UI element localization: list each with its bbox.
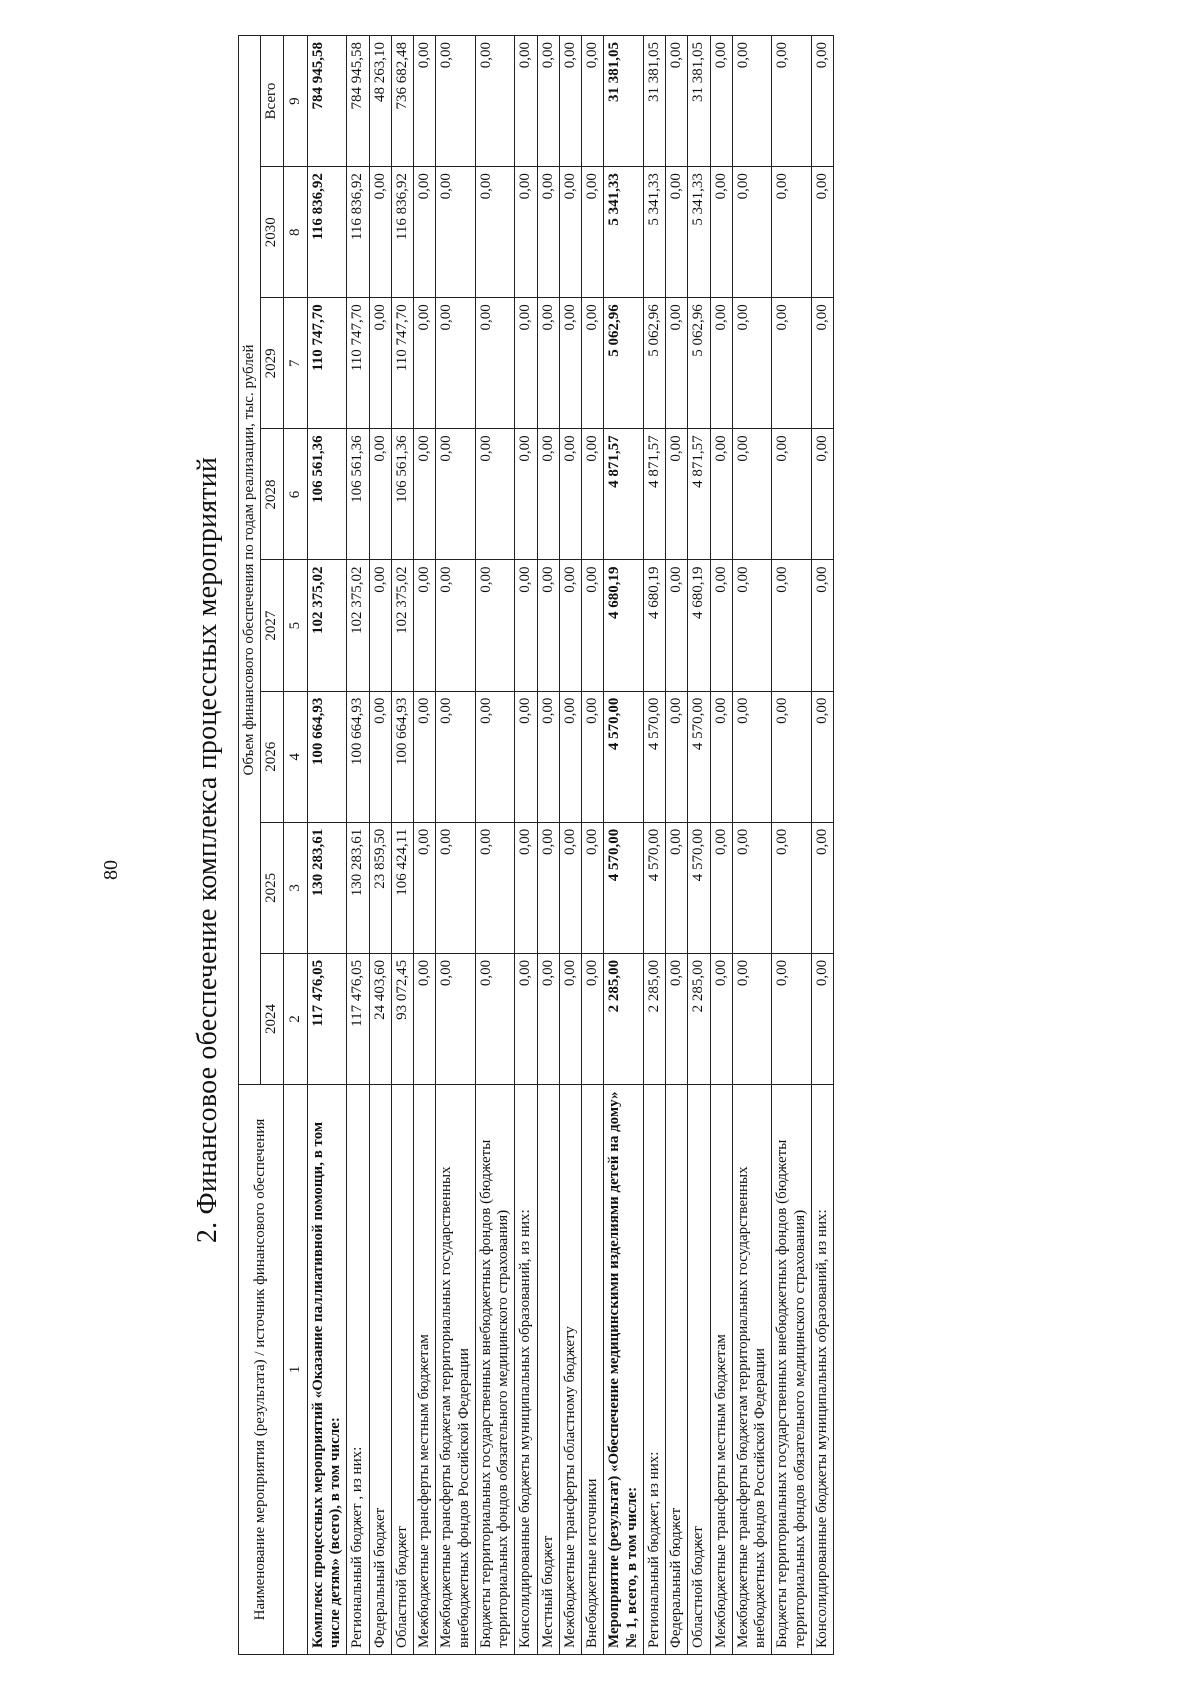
row-value: 0,00	[537, 691, 559, 822]
header-year: 2026	[261, 691, 283, 822]
row-value: 0,00	[559, 36, 581, 167]
table-row	[710, 36, 732, 1655]
row-value: 106 424,11	[391, 822, 413, 953]
row-value: 0,00	[369, 560, 391, 691]
row-value: 4 570,00	[688, 691, 710, 822]
row-value: 0,00	[559, 298, 581, 429]
table-row	[732, 36, 772, 1655]
row-value: 24 403,60	[369, 953, 391, 1084]
table-row	[811, 36, 833, 1655]
row-value: 0,00	[515, 429, 537, 560]
row-value: 784 945,58	[307, 36, 347, 167]
row-value: 0,00	[582, 429, 604, 560]
row-value: 4 570,00	[604, 691, 644, 822]
row-name: Межбюджетные трансферты областному бюджету	[559, 1085, 581, 1655]
row-value: 0,00	[515, 822, 537, 953]
row-value: 0,00	[515, 298, 537, 429]
row-value: 0,00	[582, 953, 604, 1084]
row-value: 0,00	[414, 953, 436, 1084]
table-body	[307, 36, 833, 1655]
row-value: 0,00	[559, 691, 581, 822]
row-value: 106 561,36	[307, 429, 347, 560]
row-value: 0,00	[772, 298, 812, 429]
row-name: Комплекс процессных мероприятий «Оказание паллиативной помощи, в том числе детям» (всего), в том числе:	[307, 1085, 347, 1655]
table-row	[369, 36, 391, 1655]
row-value: 4 570,00	[688, 822, 710, 953]
row-value: 0,00	[436, 953, 476, 1084]
header-year: Всего	[261, 36, 283, 167]
row-value: 0,00	[537, 36, 559, 167]
row-value: 0,00	[436, 429, 476, 560]
row-value: 0,00	[732, 298, 772, 429]
table-row	[559, 36, 581, 1655]
row-value: 4 871,57	[688, 429, 710, 560]
row-value: 4 570,00	[643, 691, 665, 822]
row-value: 0,00	[537, 953, 559, 1084]
row-value: 0,00	[772, 822, 812, 953]
table-row	[582, 36, 604, 1655]
row-value: 2 285,00	[604, 953, 644, 1084]
row-value: 0,00	[811, 822, 833, 953]
row-value: 0,00	[772, 953, 812, 1084]
row-value: 116 836,92	[307, 167, 347, 298]
row-name: Консолидированные бюджеты муниципальных образований, из них:	[811, 1085, 833, 1655]
row-value: 0,00	[414, 560, 436, 691]
row-value: 4 570,00	[604, 822, 644, 953]
header-year: 2030	[261, 167, 283, 298]
column-index: 9	[283, 36, 307, 167]
row-value: 0,00	[369, 167, 391, 298]
row-value: 0,00	[369, 298, 391, 429]
row-value: 23 859,50	[369, 822, 391, 953]
row-value: 100 664,93	[307, 691, 347, 822]
row-value: 0,00	[537, 167, 559, 298]
row-name: Межбюджетные трансферты местным бюджетам	[710, 1085, 732, 1655]
row-value: 0,00	[666, 822, 688, 953]
column-index: 1	[283, 1085, 307, 1655]
row-value: 784 945,58	[347, 36, 369, 167]
row-value: 100 664,93	[347, 691, 369, 822]
row-value: 0,00	[710, 298, 732, 429]
row-value: 0,00	[710, 167, 732, 298]
row-value: 0,00	[515, 560, 537, 691]
row-value: 0,00	[811, 953, 833, 1084]
header-name-column: Наименование мероприятия (результата) / источник финансового обеспечения	[239, 1085, 284, 1655]
row-value: 102 375,02	[347, 560, 369, 691]
row-value: 130 283,61	[347, 822, 369, 953]
table-row	[391, 36, 413, 1655]
row-value: 0,00	[515, 167, 537, 298]
table-row	[414, 36, 436, 1655]
row-value: 0,00	[582, 822, 604, 953]
row-value: 4 680,19	[688, 560, 710, 691]
row-value: 0,00	[732, 953, 772, 1084]
row-value: 48 263,10	[369, 36, 391, 167]
row-value: 0,00	[710, 953, 732, 1084]
row-value: 5 341,33	[688, 167, 710, 298]
row-value: 0,00	[436, 560, 476, 691]
row-value: 0,00	[475, 822, 515, 953]
row-name: Региональный бюджет , из них:	[347, 1085, 369, 1655]
row-value: 0,00	[436, 36, 476, 167]
row-value: 0,00	[732, 36, 772, 167]
row-value: 0,00	[414, 36, 436, 167]
row-value: 0,00	[475, 429, 515, 560]
row-value: 0,00	[582, 560, 604, 691]
row-value: 0,00	[666, 560, 688, 691]
row-value: 0,00	[710, 560, 732, 691]
row-value: 5 062,96	[688, 298, 710, 429]
row-value: 0,00	[515, 691, 537, 822]
row-value: 5 341,33	[643, 167, 665, 298]
row-value: 0,00	[582, 36, 604, 167]
column-index: 7	[283, 298, 307, 429]
table-row	[436, 36, 476, 1655]
row-value: 0,00	[537, 298, 559, 429]
row-value: 102 375,02	[391, 560, 413, 691]
row-value: 31 381,05	[604, 36, 644, 167]
row-value: 0,00	[414, 167, 436, 298]
row-value: 0,00	[559, 167, 581, 298]
header-year: 2029	[261, 298, 283, 429]
financing-table	[238, 35, 834, 1655]
header-year: 2025	[261, 822, 283, 953]
row-value: 0,00	[732, 822, 772, 953]
row-name: Внебюджетные источники	[582, 1085, 604, 1655]
table-row	[537, 36, 559, 1655]
row-value: 0,00	[710, 822, 732, 953]
row-name: Межбюджетные трансферты бюджетам территориальных государственных внебюджетных фондов Российской Федерации	[732, 1085, 772, 1655]
row-value: 736 682,48	[391, 36, 413, 167]
row-value: 4 871,57	[643, 429, 665, 560]
header-year: 2028	[261, 429, 283, 560]
row-value: 0,00	[436, 298, 476, 429]
row-value: 0,00	[710, 691, 732, 822]
row-value: 0,00	[732, 691, 772, 822]
row-value: 0,00	[559, 822, 581, 953]
row-name: Федеральный бюджет	[369, 1085, 391, 1655]
row-value: 0,00	[811, 691, 833, 822]
table-row	[688, 36, 710, 1655]
row-value: 0,00	[475, 691, 515, 822]
table-row	[666, 36, 688, 1655]
row-value: 117 476,05	[307, 953, 347, 1084]
row-name: Региональный бюджет, из них:	[643, 1085, 665, 1655]
row-value: 93 072,45	[391, 953, 413, 1084]
row-value: 0,00	[666, 167, 688, 298]
row-value: 116 836,92	[391, 167, 413, 298]
row-value: 0,00	[475, 953, 515, 1084]
row-value: 0,00	[732, 167, 772, 298]
table-row	[307, 36, 347, 1655]
row-value: 0,00	[515, 953, 537, 1084]
header-funding-group: Объем финансового обеспечения по годам реализации, тыс. рублей	[239, 36, 261, 1085]
row-name: Мероприятие (результат) «Обеспечение медицинскими изделиями детей на дому» № 1, всего, в том числе:	[604, 1085, 644, 1655]
row-value: 4 570,00	[643, 822, 665, 953]
row-value: 0,00	[559, 429, 581, 560]
row-value: 116 836,92	[347, 167, 369, 298]
row-value: 0,00	[475, 36, 515, 167]
row-value: 0,00	[582, 691, 604, 822]
row-value: 0,00	[475, 560, 515, 691]
column-index: 6	[283, 429, 307, 560]
row-name: Межбюджетные трансферты местным бюджетам	[414, 1085, 436, 1655]
row-value: 0,00	[559, 953, 581, 1084]
column-index: 4	[283, 691, 307, 822]
row-value: 100 664,93	[391, 691, 413, 822]
row-value: 0,00	[537, 560, 559, 691]
row-value: 0,00	[772, 167, 812, 298]
row-value: 5 062,96	[643, 298, 665, 429]
row-name: Областной бюджет	[391, 1085, 413, 1655]
row-value: 0,00	[666, 691, 688, 822]
row-value: 0,00	[666, 36, 688, 167]
row-value: 0,00	[369, 429, 391, 560]
table-row	[515, 36, 537, 1655]
row-value: 0,00	[475, 167, 515, 298]
row-value: 102 375,02	[307, 560, 347, 691]
row-value: 0,00	[710, 36, 732, 167]
table-row	[772, 36, 812, 1655]
row-value: 0,00	[772, 560, 812, 691]
row-value: 0,00	[559, 560, 581, 691]
row-value: 4 680,19	[643, 560, 665, 691]
row-value: 0,00	[732, 429, 772, 560]
row-value: 0,00	[811, 36, 833, 167]
row-value: 130 283,61	[307, 822, 347, 953]
row-value: 0,00	[772, 691, 812, 822]
row-value: 0,00	[436, 691, 476, 822]
row-value: 0,00	[582, 298, 604, 429]
column-index: 3	[283, 822, 307, 953]
header-row-index	[283, 36, 307, 1655]
row-value: 0,00	[772, 36, 812, 167]
row-value: 0,00	[666, 298, 688, 429]
row-name: Бюджеты территориальных государственных внебюджетных фондов (бюджеты территориальных фондов обязательного медицинского страхования)	[475, 1085, 515, 1655]
row-name: Межбюджетные трансферты бюджетам территориальных государственных внебюджетных фондов Российской Федерации	[436, 1085, 476, 1655]
row-value: 0,00	[414, 822, 436, 953]
row-value: 0,00	[414, 298, 436, 429]
row-value: 5 341,33	[604, 167, 644, 298]
row-value: 117 476,05	[347, 953, 369, 1084]
row-name: Консолидированные бюджеты муниципальных образований, из них:	[515, 1085, 537, 1655]
row-value: 0,00	[414, 691, 436, 822]
row-value: 0,00	[436, 822, 476, 953]
row-value: 110 747,70	[307, 298, 347, 429]
row-value: 0,00	[732, 560, 772, 691]
row-value: 2 285,00	[688, 953, 710, 1084]
row-name: Областной бюджет	[688, 1085, 710, 1655]
row-value: 110 747,70	[391, 298, 413, 429]
row-value: 0,00	[811, 560, 833, 691]
row-value: 31 381,05	[688, 36, 710, 167]
row-value: 0,00	[811, 167, 833, 298]
row-name: Бюджеты территориальных государственных внебюджетных фондов (бюджеты территориальных фондов обязательного медицинского страхования)	[772, 1085, 812, 1655]
row-value: 0,00	[710, 429, 732, 560]
row-value: 31 381,05	[643, 36, 665, 167]
column-index: 8	[283, 167, 307, 298]
row-value: 0,00	[666, 429, 688, 560]
row-value: 4 871,57	[604, 429, 644, 560]
row-value: 0,00	[772, 429, 812, 560]
page-number: 80	[100, 860, 122, 880]
header-year: 2024	[261, 953, 283, 1084]
row-value: 0,00	[811, 429, 833, 560]
row-value: 0,00	[811, 298, 833, 429]
row-value: 110 747,70	[347, 298, 369, 429]
column-index: 5	[283, 560, 307, 691]
section-title: 2. Финансовое обеспечение комплекса процессных мероприятий	[192, 456, 223, 1244]
row-value: 4 680,19	[604, 560, 644, 691]
row-value: 0,00	[515, 36, 537, 167]
header-row-group	[239, 36, 261, 1655]
row-name: Федеральный бюджет	[666, 1085, 688, 1655]
row-value: 0,00	[582, 167, 604, 298]
row-value: 0,00	[537, 822, 559, 953]
row-value: 0,00	[369, 691, 391, 822]
column-index: 2	[283, 953, 307, 1084]
header-year: 2027	[261, 560, 283, 691]
row-value: 0,00	[537, 429, 559, 560]
table-row	[604, 36, 644, 1655]
table-row	[643, 36, 665, 1655]
table-row	[475, 36, 515, 1655]
table-row	[347, 36, 369, 1655]
row-value: 2 285,00	[643, 953, 665, 1084]
row-value: 0,00	[475, 298, 515, 429]
row-name: Местный бюджет	[537, 1085, 559, 1655]
row-value: 106 561,36	[391, 429, 413, 560]
row-value: 5 062,96	[604, 298, 644, 429]
row-value: 0,00	[666, 953, 688, 1084]
row-value: 106 561,36	[347, 429, 369, 560]
row-value: 0,00	[414, 429, 436, 560]
row-value: 0,00	[436, 167, 476, 298]
